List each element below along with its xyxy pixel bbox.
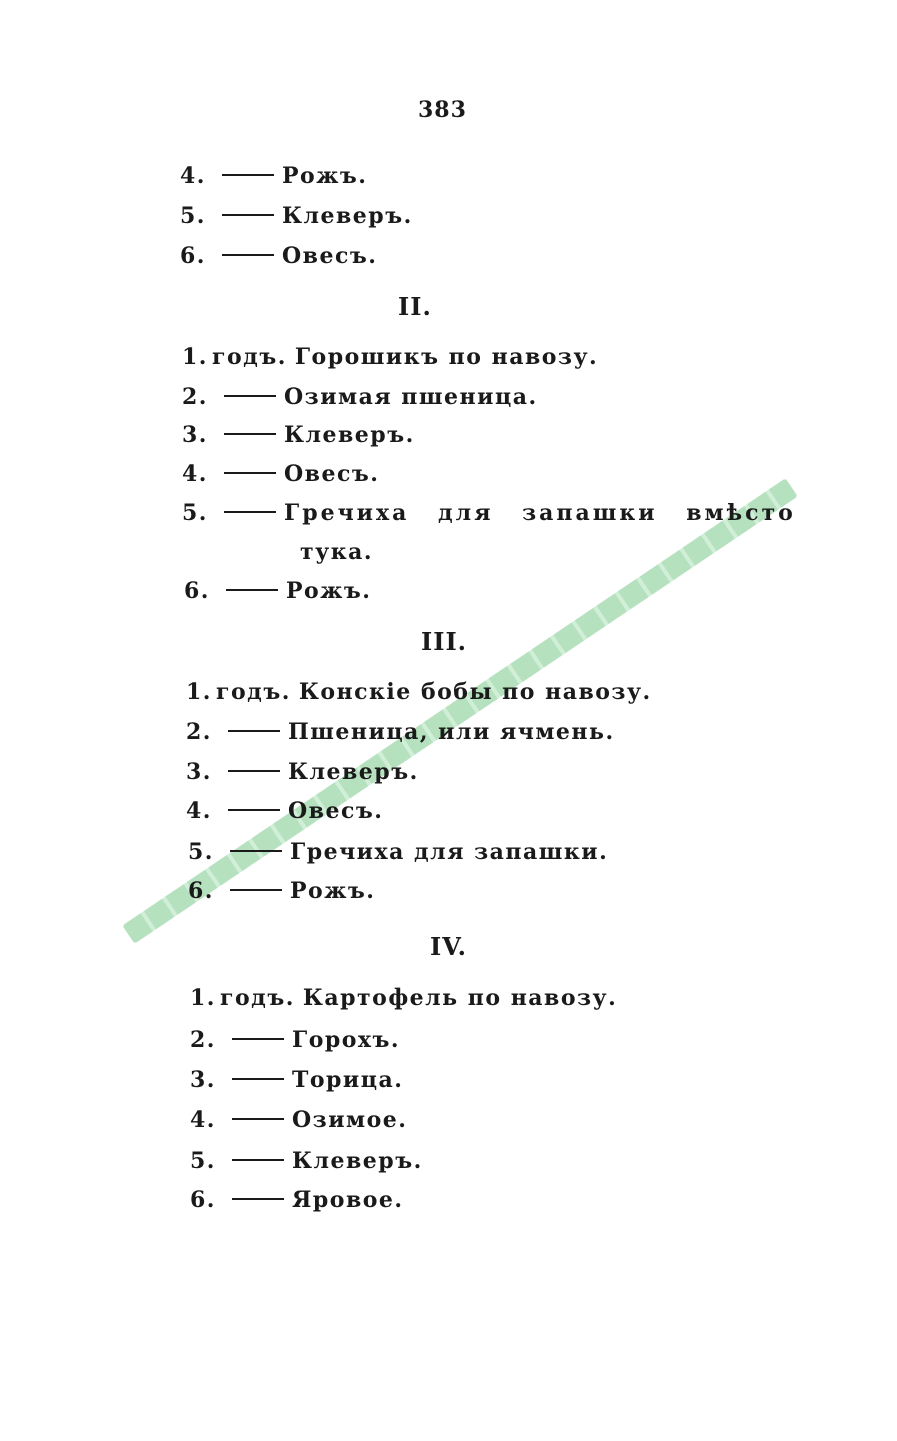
item-number: 3. [182, 422, 208, 448]
list-item [182, 500, 796, 526]
year-label: годъ. [220, 985, 295, 1011]
list-item [186, 798, 383, 824]
crop-name: Горошикъ по навозу. [294, 344, 599, 370]
crop-name: Рожъ. [286, 578, 372, 604]
ditto-dash [232, 1198, 284, 1200]
item-number: 3. [186, 759, 212, 785]
crop-name: Озимая пшеница. [284, 384, 538, 410]
ditto-dash [226, 589, 278, 591]
list-item [182, 461, 379, 487]
page-number: 383 [418, 97, 467, 123]
crop-name: Гречиха для запашки. [290, 839, 609, 865]
list-item [188, 878, 375, 904]
crop-name: Горохъ. [292, 1027, 401, 1053]
ditto-dash [228, 730, 280, 732]
crop-name: Картофель по навозу. [302, 985, 618, 1011]
year-label: годъ. [212, 344, 287, 370]
item-number: 5. [180, 203, 206, 229]
ditto-dash [224, 395, 276, 397]
item-number: 2. [182, 384, 208, 410]
item-number: 4. [190, 1107, 216, 1133]
crop-name: Овесъ. [288, 798, 384, 824]
crop-name: Пшеница, или ячмень. [288, 719, 615, 745]
item-number: 6. [184, 578, 210, 604]
item-number: 5. [182, 500, 208, 526]
list-item [190, 1187, 404, 1213]
item-number: 6. [180, 243, 206, 269]
list-item [190, 1148, 423, 1174]
crop-name: Клеверъ. [292, 1148, 423, 1174]
item-number: 2. [190, 1027, 216, 1053]
ditto-dash [230, 850, 282, 852]
list-item [182, 344, 598, 370]
list-item [190, 1107, 407, 1133]
ditto-dash [228, 770, 280, 772]
year-label: годъ. [216, 679, 291, 705]
crop-name: Рожъ. [282, 163, 368, 189]
ditto-dash [232, 1078, 284, 1080]
list-item [188, 839, 608, 865]
item-number: 1. [190, 985, 216, 1011]
list-item [190, 985, 617, 1011]
list-item [186, 759, 419, 785]
crop-name: Озимое. [292, 1107, 408, 1133]
item-number: 6. [188, 878, 214, 904]
crop-name: Гречиха для запашки вмѣсто [284, 500, 796, 526]
list-item [182, 422, 415, 448]
item-number: 1. [182, 344, 208, 370]
item-number: 5. [188, 839, 214, 865]
ditto-dash [232, 1159, 284, 1161]
crop-name: Овесъ. [284, 461, 380, 487]
ditto-dash [232, 1118, 284, 1120]
item-number: 4. [182, 461, 208, 487]
crop-name: Конскіе бобы по навозу. [298, 679, 652, 705]
crop-name: Яровое. [292, 1187, 404, 1213]
ditto-dash [222, 174, 274, 176]
ditto-dash [232, 1038, 284, 1040]
list-item [182, 384, 538, 410]
ditto-dash [224, 433, 276, 435]
list-item [186, 719, 615, 745]
ditto-dash [222, 214, 274, 216]
section-heading-iv: IV. [430, 932, 468, 961]
crop-name: Овесъ. [282, 243, 378, 269]
crop-name: Рожъ. [290, 878, 376, 904]
list-item [180, 203, 413, 229]
item-number: 4. [186, 798, 212, 824]
item-number: 1. [186, 679, 212, 705]
section-heading-iii: III. [421, 627, 468, 656]
list-item [190, 1027, 400, 1053]
item-number: 2. [186, 719, 212, 745]
item-number: 6. [190, 1187, 216, 1213]
list-item [186, 679, 652, 705]
crop-name-continuation: тука. [300, 539, 374, 565]
crop-name: Клеверъ. [284, 422, 415, 448]
item-number: 5. [190, 1148, 216, 1174]
item-number: 4. [180, 163, 206, 189]
ditto-dash [222, 254, 274, 256]
crop-name: Клеверъ. [282, 203, 413, 229]
list-item [190, 1067, 403, 1093]
section-heading-ii: II. [398, 292, 432, 321]
list-item [184, 578, 371, 604]
ditto-dash [224, 511, 276, 513]
crop-name: Торица. [292, 1067, 404, 1093]
crop-name: Клеверъ. [288, 759, 419, 785]
list-item [180, 163, 367, 189]
ditto-dash [228, 809, 280, 811]
ditto-dash [224, 472, 276, 474]
list-item [180, 243, 377, 269]
diagonal-watermark-band [122, 478, 798, 944]
ditto-dash [230, 889, 282, 891]
item-number: 3. [190, 1067, 216, 1093]
